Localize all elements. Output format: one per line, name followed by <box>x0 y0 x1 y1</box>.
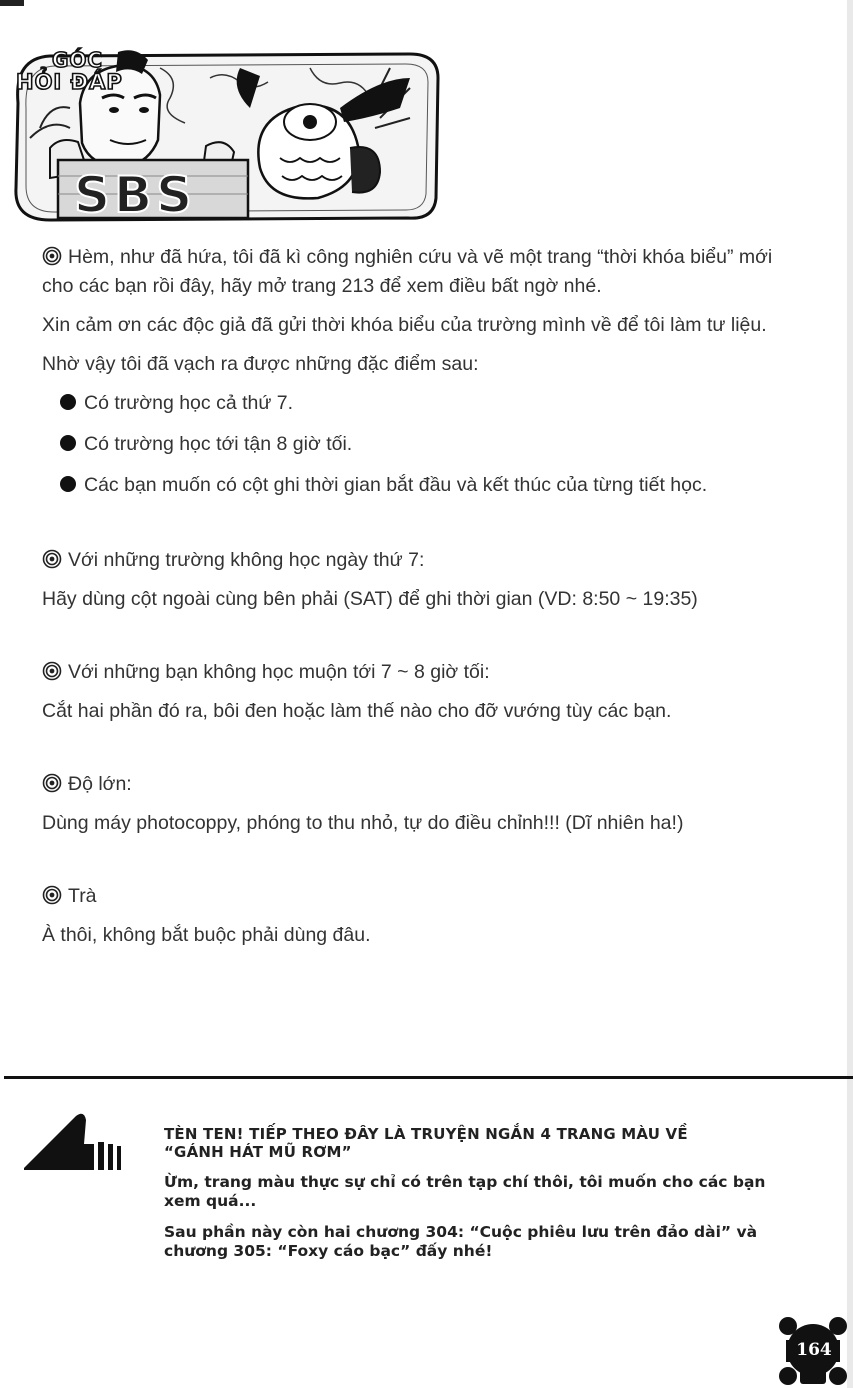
article-body <box>42 243 802 960</box>
list-item <box>60 471 802 500</box>
corner-mark <box>0 0 24 6</box>
section-text: À thôi, không bắt buộc phải dùng đâu. <box>42 924 371 946</box>
page-number: 164 <box>796 1340 832 1360</box>
section-text: Dùng máy photocoppy, phóng to thu nhỏ, tự do điều chỉnh!!! (Dĩ nhiên ha!) <box>42 812 684 834</box>
section-heading-text: Trà <box>68 885 97 907</box>
announcement-heading-line: “GÁNH HÁT MŨ RƠM” <box>164 1143 352 1161</box>
list-item-text: Có trường học cả thứ 7. <box>84 392 294 414</box>
list-item-text: Các bạn muốn có cột ghi thời gian bắt đầu và kết thúc của từng tiết học. <box>84 474 708 496</box>
bullet-dot-icon <box>60 476 76 492</box>
sbs-sign-text: SBS <box>74 166 197 224</box>
announcement-heading <box>164 1125 784 1161</box>
swirl-icon <box>42 885 62 905</box>
list-item <box>60 430 802 459</box>
section-heading <box>42 770 802 799</box>
hoi-dap-label: HỎI ĐÁP <box>16 70 123 94</box>
announcement-paragraph: Ừm, trang màu thực sự chỉ có trên tạp chí thôi, tôi muốn cho các bạn xem quá... <box>164 1173 766 1210</box>
list-item <box>60 389 802 418</box>
announcement-paragraph: Sau phần này còn hai chương 304: “Cuộc phiêu lưu trên đảo dài” và chương 305: “Foxy cáo bạc” đấy nhé! <box>164 1223 758 1260</box>
goc-label: GÓC <box>52 48 104 72</box>
section-heading <box>42 546 802 575</box>
intro-paragraph <box>42 243 802 301</box>
list-item-text: Có trường học tới tận 8 giờ tối. <box>84 433 353 455</box>
section-heading-text: Độ lớn: <box>68 773 132 795</box>
features-lead: Nhờ vậy tôi đã vạch ra được những đặc điểm sau: <box>42 353 479 375</box>
bullet-dot-icon <box>60 435 76 451</box>
pointing-hand-icon <box>22 1110 130 1172</box>
section-heading-text: Với những bạn không học muộn tới 7 ~ 8 giờ tối: <box>68 661 490 683</box>
page-edge <box>847 0 853 1388</box>
section-heading <box>42 658 802 687</box>
thanks-paragraph: Xin cảm ơn các độc giả đã gửi thời khóa biểu của trường mình về để tôi làm tư liệu. <box>42 314 767 336</box>
section-heading-text: Với những trường không học ngày thứ 7: <box>68 549 425 571</box>
swirl-icon <box>42 773 62 793</box>
bullet-dot-icon <box>60 394 76 410</box>
section-heading <box>42 882 802 911</box>
section-text: Cắt hai phần đó ra, bôi đen hoặc làm thế nào cho đỡ vướng tùy các bạn. <box>42 700 672 722</box>
intro-text: Hèm, như đã hứa, tôi đã kì công nghiên cứu và vẽ một trang “thời khóa biểu” mới cho các bạn rồi đây, hãy mở trang 213 để xem điều bất ngờ nhé. <box>42 246 773 297</box>
swirl-icon <box>42 549 62 569</box>
announcement <box>164 1125 784 1273</box>
swirl-icon <box>42 661 62 681</box>
features-list <box>42 389 802 500</box>
section-text: Hãy dùng cột ngoài cùng bên phải (SAT) để ghi thời gian (VD: 8:50 ~ 19:35) <box>42 588 698 610</box>
swirl-icon <box>42 246 62 266</box>
announcement-heading-line: TÈN TEN! TIẾP THEO ĐÂY LÀ TRUYỆN NGẮN 4 TRANG MÀU VỀ <box>164 1125 688 1143</box>
section-divider <box>4 1076 853 1079</box>
